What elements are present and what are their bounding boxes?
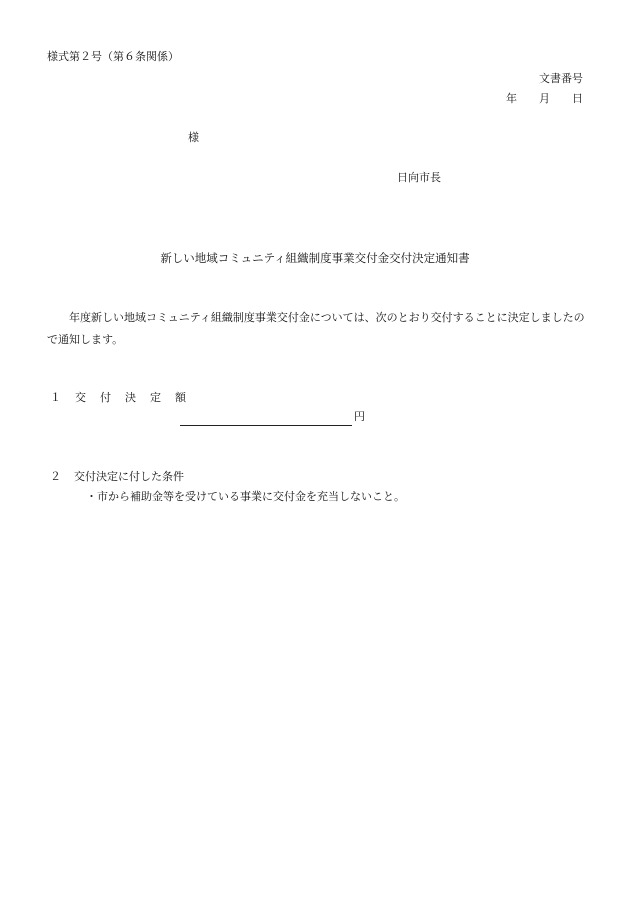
date-year-label: 年 <box>506 92 517 105</box>
item-2-heading <box>50 470 184 484</box>
date-month-label: 月 <box>539 92 550 105</box>
document-number-label: 文書番号 <box>539 72 583 85</box>
item-1-heading-char: 交 <box>75 391 86 404</box>
item-1-number: １ <box>50 391 61 404</box>
condition-text: ・市から補助金等を受けている事業に交付金を充当しないこと。 <box>86 490 405 503</box>
body-paragraph: 年度新しい地域コミュニティ組織制度事業交付金については、次のとおり交付することに決定しましたので通知します。 <box>47 311 585 346</box>
item-2-number: ２ <box>50 470 61 483</box>
document-title: 新しい地域コミュニティ組織制度事業交付金交付決定通知書 <box>160 251 470 265</box>
item-1-heading-char: 付 <box>100 391 111 404</box>
item-1-heading-char: 定 <box>150 391 161 404</box>
item-1-heading-char: 決 <box>125 391 136 404</box>
sender-name: 日向市長 <box>397 171 441 184</box>
item-2-heading-label: 交付決定に付した条件 <box>74 470 184 483</box>
date-line <box>506 92 583 106</box>
item-1-heading-char: 額 <box>175 391 186 404</box>
amount-unit: 円 <box>354 410 365 423</box>
item-1-heading <box>50 391 200 405</box>
form-label: 様式第２号（第６条関係） <box>47 50 179 63</box>
amount-blank-line <box>180 425 352 426</box>
date-day-label: 日 <box>572 92 583 105</box>
recipient-honorific: 様 <box>188 131 199 144</box>
